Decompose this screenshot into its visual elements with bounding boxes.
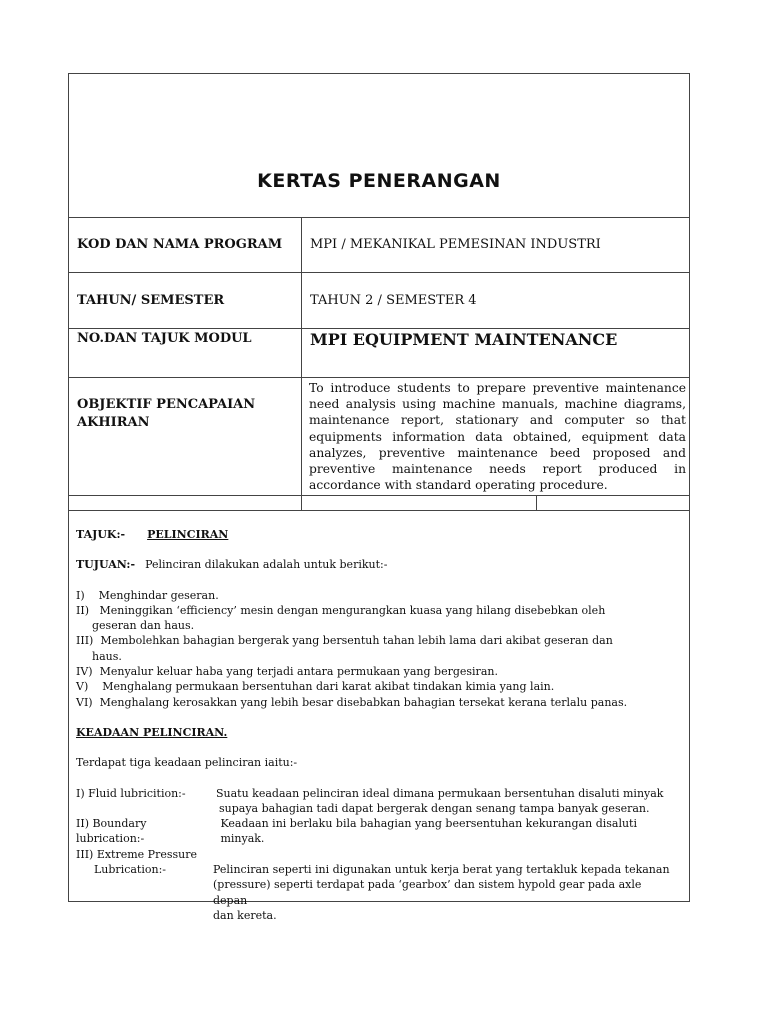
fluid-text-cont: supaya bahagian tadi dapat bergerak dengan senang tampa banyak geseran. xyxy=(219,801,650,815)
tujuan-label: TUJUAN:- xyxy=(76,558,136,572)
list-item-number: VI) xyxy=(76,695,93,709)
table-divider xyxy=(69,510,689,511)
table-column-divider xyxy=(301,217,302,495)
boundary-text: Keadaan ini berlaku bila bahagian yang beersentuhan kekurangan disaluti minyak. xyxy=(220,817,637,846)
semester-value: TAHUN 2 / SEMESTER 4 xyxy=(310,293,477,308)
list-item-text: Membolehkan bahagian bergerak yang bersentuh tahan lebih lama dari akibat geseran dan xyxy=(100,634,613,648)
semester-label: TAHUN/ SEMESTER xyxy=(77,293,225,308)
module-value: MPI EQUIPMENT MAINTENANCE xyxy=(310,330,618,349)
boundary-label: II) Boundary lubrication:- xyxy=(76,817,147,846)
fluid-text: Suatu keadaan pelinciran ideal dimana permukaan bersentuhan disaluti minyak xyxy=(216,786,664,800)
list-item-continuation: haus. xyxy=(92,649,122,663)
objective-label-line2: AKHIRAN xyxy=(77,415,150,430)
keadaan-intro: Terdapat tiga keadaan pelinciran iaitu:- xyxy=(76,756,298,770)
keadaan-heading: KEADAAN PELINCIRAN. xyxy=(76,725,228,739)
fluid-label: I) Fluid lubricition:- xyxy=(76,786,186,800)
extreme-text-cont: dan kereta. xyxy=(213,908,277,922)
list-item-number: IV) xyxy=(76,665,93,679)
table-divider xyxy=(69,272,689,273)
list-item xyxy=(76,679,676,694)
objective-value: To introduce students to prepare preventive maintenance need analysis using machine manuals, machine diagrams, maintenance report, stationary and computer so that equipments information data obtained, equipment data analyzes, preventive maintenance beed proposed and preventive maintenance needs report produced in accordance with standard operating procedure. xyxy=(309,381,686,493)
table-divider xyxy=(69,377,689,378)
list-item xyxy=(76,664,676,679)
extreme-row-cont xyxy=(76,877,676,908)
tajuk-label: TAJUK:- xyxy=(76,528,126,541)
program-value: MPI / MEKANIKAL PEMESINAN INDUSTRI xyxy=(310,237,601,252)
table-divider xyxy=(69,495,689,496)
table-column-divider xyxy=(301,495,302,510)
list-item xyxy=(76,695,676,710)
fluid-row xyxy=(76,786,676,801)
list-item xyxy=(76,603,676,618)
list-item-text: Menghalang kerosakkan yang lebih besar disebabkan bahagian tersekat kerana terlalu panas. xyxy=(99,695,628,709)
extreme-row xyxy=(76,862,676,877)
table-divider xyxy=(69,217,689,218)
module-label: NO.DAN TAJUK MODUL xyxy=(77,331,252,346)
purpose-list xyxy=(76,588,676,710)
fluid-row-cont xyxy=(76,801,676,816)
tujuan-text: Pelinciran dilakukan adalah untuk berikut:- xyxy=(145,558,388,572)
extreme-label-cont: Lubrication:- xyxy=(94,863,166,877)
list-item-text: Menyalur keluar haba yang terjadi antara permukaan yang bergesiran. xyxy=(99,665,498,679)
document-sheet xyxy=(68,73,690,922)
list-item-text: Meninggikan ‘efficiency’ mesin dengan mengurangkan kuasa yang hilang disebebkan oleh xyxy=(99,603,606,617)
objective-label xyxy=(77,396,255,432)
list-item-number: V) xyxy=(76,680,89,694)
list-item-number: I) xyxy=(76,588,85,602)
tajuk-value: PELINCIRAN xyxy=(147,528,229,541)
list-item xyxy=(76,588,676,603)
content-body xyxy=(76,527,676,923)
objective-label-line1: OBJEKTIF PENCAPAIAN xyxy=(77,397,256,412)
list-item-continuation: geseran dan haus. xyxy=(92,619,195,633)
boundary-row xyxy=(76,816,676,847)
extreme-row-cont xyxy=(76,908,676,923)
program-label: KOD DAN NAMA PROGRAM xyxy=(77,237,283,252)
lubrication-states xyxy=(76,786,676,924)
list-item xyxy=(76,633,676,648)
list-item-text: Menghindar geseran. xyxy=(98,588,219,602)
extreme-label: III) Extreme Pressure xyxy=(76,847,197,861)
list-item-number: II) xyxy=(76,603,89,617)
extreme-text-cont: (pressure) seperti terdapat pada ‘gearbox’ dan sistem hypold gear pada axle depan xyxy=(213,878,642,907)
tujuan-line xyxy=(76,557,676,572)
list-item-number: III) xyxy=(76,634,94,648)
list-item-text: Menghalang permukaan bersentuhan dari karat akibat tindakan kimia yang lain. xyxy=(102,680,555,694)
tajuk-line xyxy=(76,527,676,542)
extreme-text: Pelinciran seperti ini digunakan untuk kerja berat yang tertakluk kepada tekanan xyxy=(213,863,670,877)
table-divider xyxy=(69,328,689,329)
page-title: KERTAS PENERANGAN xyxy=(257,170,501,192)
table-column-divider xyxy=(536,495,537,510)
